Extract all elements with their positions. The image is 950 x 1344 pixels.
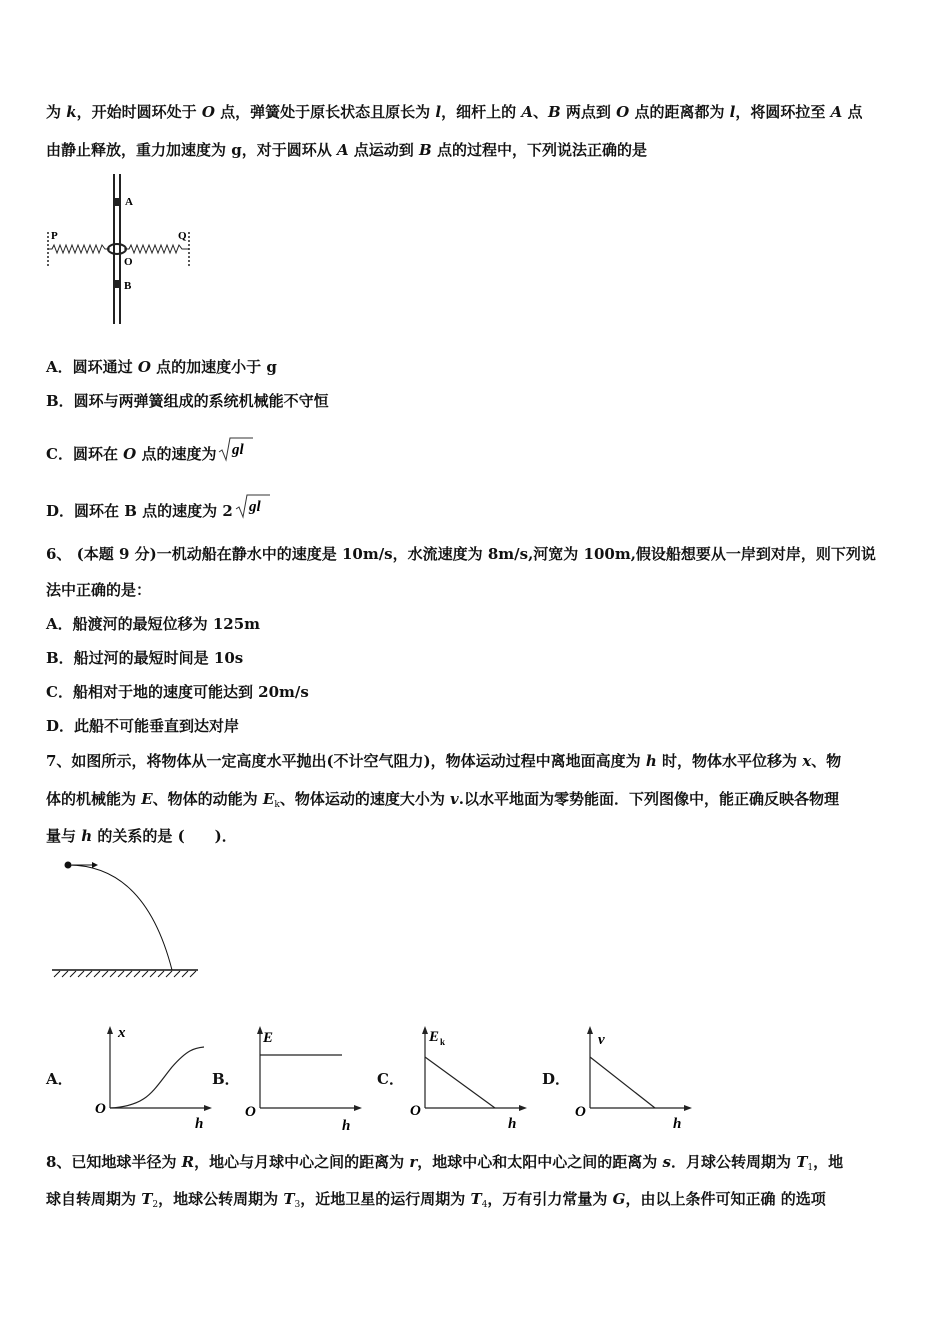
- graph-d-option: D．: [542, 1070, 571, 1088]
- graph-b-option: B．: [212, 1070, 240, 1088]
- graph-a-option: A．: [46, 1070, 73, 1088]
- graph-b: [242, 1022, 367, 1134]
- q6-line-2: 法中正确的是：: [46, 581, 152, 599]
- graph-c-option: C．: [377, 1070, 404, 1088]
- graph-c-curve: [425, 1057, 495, 1108]
- radicand: gl: [232, 442, 245, 458]
- q6-option-a: A．船渡河的最短位移为 125m: [46, 615, 261, 633]
- q6-option-b: B．船过河的最短时间是 10s: [46, 649, 244, 667]
- projectile-figure: [50, 855, 202, 985]
- graph-c-xlabel: h: [508, 1116, 517, 1132]
- graph-b-ylabel: E: [263, 1030, 274, 1046]
- graph-b-origin: O: [245, 1104, 256, 1120]
- graph-d-origin: O: [575, 1104, 586, 1120]
- graph-c-ysub: k: [440, 1037, 446, 1047]
- rod-spring-figure: [44, 172, 204, 328]
- q5-option-b: B．圆环与两弹簧组成的系统机械能不守恒: [46, 392, 329, 410]
- graph-a: [92, 1022, 217, 1134]
- q5-line-1: 为 k，开始时圆环处于 O 点，弹簧处于原长状态且原长为 l，细杆上的 A、B 两点到 O 点的距离都为 l，将圆环拉至 A 点: [46, 103, 863, 121]
- velocity-arrow-head: [92, 862, 98, 868]
- trajectory-curve: [68, 865, 172, 970]
- graph-d-ylabel: v: [598, 1032, 605, 1048]
- graph-d: [572, 1022, 697, 1134]
- q7-line-2: 体的机械能为 E、物体的动能为 $E_k$、物体运动的速度大小为 v.以水平地面为零势能面．下列图像中，能正确反映各物理: [46, 790, 839, 810]
- graph-a-ylabel: x: [118, 1025, 126, 1041]
- sqrt-symbol: [235, 494, 271, 520]
- label-p: P: [51, 230, 58, 242]
- label-q: Q: [178, 230, 187, 242]
- graph-d-curve: [590, 1057, 655, 1108]
- graph-a-xlabel: h: [195, 1116, 204, 1132]
- radicand: gl: [248, 499, 261, 515]
- graph-c: [407, 1022, 532, 1134]
- q8-line-2: 球自转周期为 $T_2$，地球公转周期为 $T_3$，近地卫星的运行周期为 $T_4$，万有引力常量为 G，由以上条件可知正确 的选项: [46, 1190, 826, 1210]
- q6-option-c: C．船相对于地的速度可能达到 20m/s: [46, 683, 309, 701]
- q5-line-2: 由静止释放，重力加速度为 g，对于圆环从 A 点运动到 B 点的过程中，下列说法正确的是: [46, 141, 647, 159]
- graph-c-ylabel: E: [429, 1029, 440, 1045]
- label-o: O: [124, 256, 133, 268]
- q5-option-d: D．圆环在 B 点的速度为 2 gl: [46, 494, 271, 521]
- q6-option-d: D．此船不可能垂直到达对岸: [46, 717, 240, 735]
- q5-option-a: A．圆环通过 O 点的加速度小于 g: [46, 358, 277, 376]
- graph-a-origin: O: [95, 1101, 106, 1117]
- q8-line-1: 8、已知地球半径为 R，地心与月球中心之间的距离为 r，地球中心和太阳中心之间的距离为 s．月球公转周期为 $T_1$，地: [46, 1153, 844, 1173]
- label-b: B: [124, 280, 132, 292]
- graph-d-xlabel: h: [673, 1116, 682, 1132]
- q6-line-1: 6、 (本题 9 分)一机动船在静水中的速度是 10m/s，水流速度为 8m/s,河宽为 100m,假设船想要从一岸到对岸，则下列说: [46, 545, 876, 563]
- label-a: A: [125, 196, 133, 208]
- graph-b-xlabel: h: [342, 1118, 351, 1134]
- q5-option-c: C．圆环在 O 点的速度为 gl: [46, 437, 254, 464]
- q7-line-3: 量与 h 的关系的是 ( )．: [46, 827, 237, 845]
- graph-c-origin: O: [410, 1103, 421, 1119]
- graph-a-curve: [110, 1047, 204, 1108]
- q7-line-1: 7、如图所示，将物体从一定高度水平抛出(不计空气阻力)，物体运动过程中离地面高度为 h 时，物体水平位移为 x、物: [46, 752, 842, 770]
- sqrt-symbol: [218, 437, 254, 463]
